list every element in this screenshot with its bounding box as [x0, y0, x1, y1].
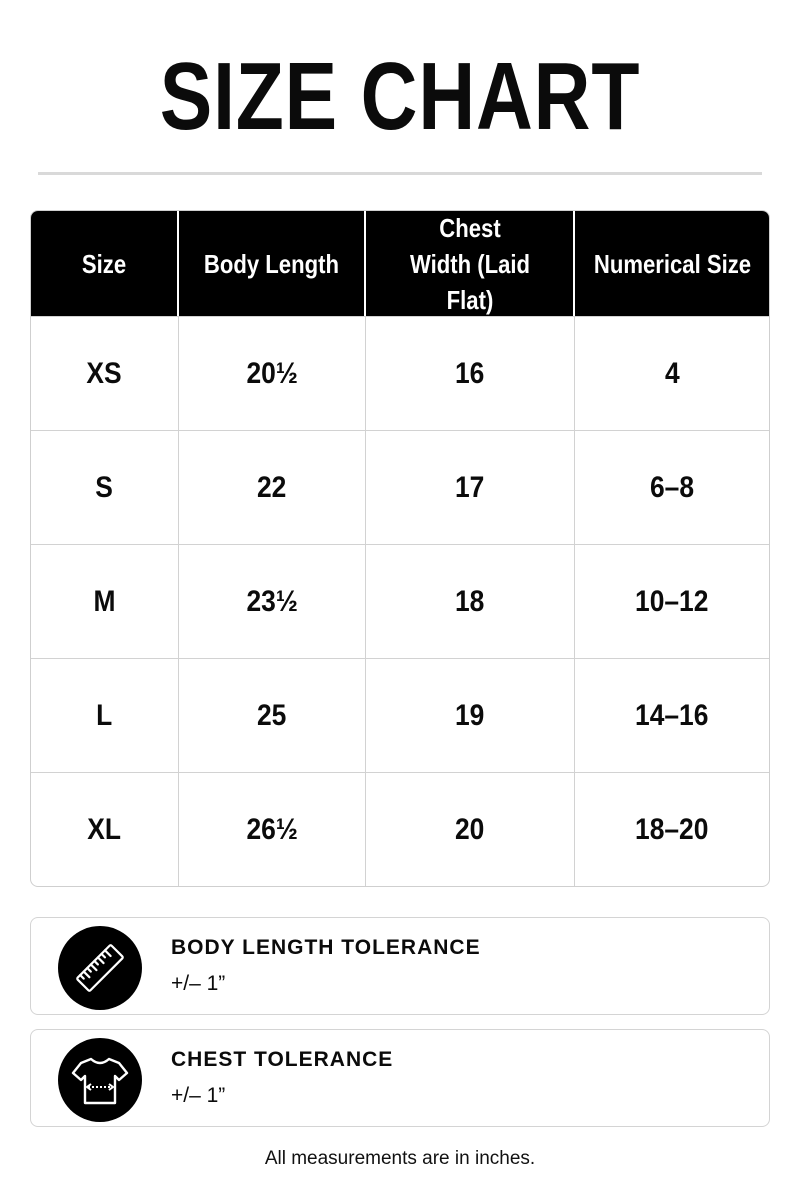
page-title: SIZE CHART	[159, 43, 641, 150]
cell-body-length: 20½	[179, 317, 366, 430]
tolerance-label: BODY LENGTH TOLERANCE	[171, 936, 481, 959]
cell-size: S	[31, 431, 179, 544]
tolerance-label: CHEST TOLERANCE	[171, 1048, 394, 1071]
cell-size: M	[31, 545, 179, 658]
cell-size: XL	[31, 773, 179, 886]
cell-numerical-size: 4	[664, 356, 680, 390]
body-length-tolerance-card	[30, 917, 770, 1015]
ruler-icon	[58, 926, 142, 1010]
tolerance-value: +/– 1”	[171, 972, 226, 995]
table-header	[31, 211, 769, 316]
cell-chest-width: 18	[366, 545, 575, 658]
table-row	[31, 772, 769, 886]
cell-size: L	[31, 659, 179, 772]
table-row	[31, 544, 769, 658]
cell-chest-width: 16	[366, 317, 575, 430]
cell-body-length: 23½	[179, 545, 366, 658]
cell-chest-width: 20	[366, 773, 575, 886]
header-body-length: Body Length	[179, 211, 366, 316]
table-row	[31, 316, 769, 430]
cell-body-length: 26½	[179, 773, 366, 886]
cell-size: XS	[31, 317, 179, 430]
cell-chest-width: 17	[366, 431, 575, 544]
cell-chest-width: 19	[366, 659, 575, 772]
cell-numerical-size: 14–16	[635, 698, 709, 732]
title-divider	[38, 172, 762, 175]
table-row	[31, 658, 769, 772]
header-numerical-size: Numerical Size	[593, 248, 751, 279]
cell-numerical-size: 18–20	[635, 812, 709, 846]
footnote: All measurements are in inches.	[264, 1148, 536, 1169]
tolerance-value: +/– 1”	[171, 1084, 226, 1107]
size-table	[30, 210, 770, 887]
table-row	[31, 430, 769, 544]
cell-numerical-size: 10–12	[635, 584, 709, 618]
cell-numerical-size: 6–8	[649, 470, 695, 504]
cell-body-length: 25	[179, 659, 366, 772]
header-chest-width: Chest Width (Laid Flat)	[366, 211, 575, 316]
chest-tolerance-card	[30, 1029, 770, 1127]
cell-body-length: 22	[179, 431, 366, 544]
header-size: Size	[31, 211, 179, 316]
tshirt-icon	[58, 1038, 142, 1122]
